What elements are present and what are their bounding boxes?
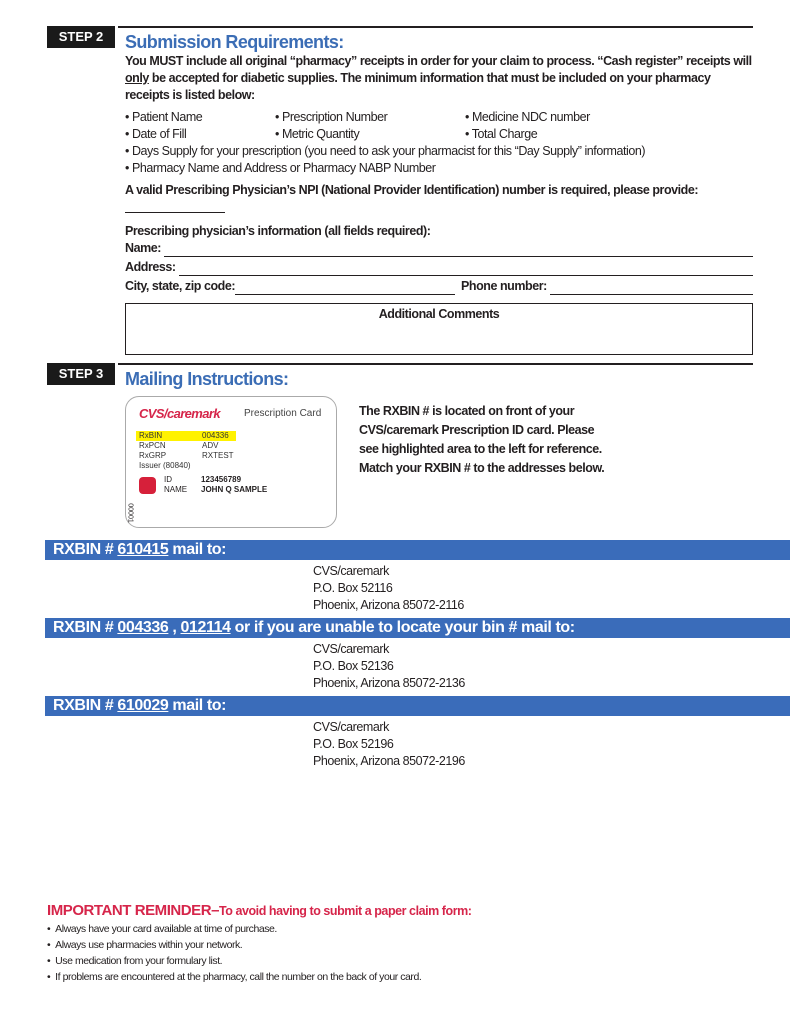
card-field-value: ADV [202,441,219,450]
reminder-list [47,921,800,985]
step2-section [47,26,753,355]
card-field-value: RXTEST [202,451,234,460]
card-chip-icon [139,477,156,494]
address-field[interactable] [179,262,753,276]
id-value: 123456789 [201,475,242,484]
list-item: • Pharmacy Name and Address or Pharmacy NABP Number [125,161,436,175]
rxbin-004336-header: RXBIN # 004336 , 012114 or if you are unable to locate your bin # mail to: [45,618,790,638]
name-label: NAME [164,485,188,494]
prescription-card-image [125,396,337,528]
intro-only: only [125,71,149,85]
rxbin-610029-header [45,696,790,716]
divider [118,363,753,365]
name-row [125,240,753,257]
band-suffix: mail to: [168,697,227,714]
reminder-title: IMPORTANT REMINDER– [47,902,220,919]
address-line: Phoenix, Arizona 85072-2196 [313,754,465,768]
card-id [164,475,291,495]
city-field[interactable] [235,281,455,295]
note-line: The RXBIN # is located on front of your [359,404,575,418]
rxbin-number: 610029 [117,697,169,714]
address-label: Address: [125,260,176,274]
list-item: • Metric Quantity [275,127,360,141]
address-line: CVS/caremark [313,564,389,578]
city-phone-row [125,278,753,295]
band-prefix: RXBIN # [53,541,118,558]
list-item: • Use medication from your formulary list. [47,955,223,967]
list-item: • Always have your card available at time of purchase. [47,923,277,935]
mailing-address [313,563,800,614]
card-field-label: RxGRP [139,451,167,460]
rxbin-610415-header [45,540,790,560]
mailing-address [313,719,800,770]
comments-label: Additional Comments [378,307,500,321]
note-line: Match your RXBIN # to the addresses below. [359,461,605,475]
card-field-label: Issuer (80840) [139,461,191,470]
divider [118,26,753,28]
comments-box[interactable] [125,303,753,355]
city-label: City, state, zip code: [125,279,236,293]
intro-text [125,53,753,104]
reminder-section [47,901,800,985]
reminder-heading [47,901,800,921]
reminder-subtitle: To avoid having to submit a paper claim form: [219,904,472,918]
band-prefix: RXBIN # [53,619,118,636]
card-type: Prescription Card [244,408,322,419]
list-item: • If problems are encountered at the pharmacy, call the number on the back of your card. [47,971,422,983]
step3-section [47,363,753,528]
rxbin-number: 004336 [117,619,169,636]
list-item: • Always use pharmacies within your network. [47,939,243,951]
item-text: Always have your card available at time of purchase. [55,923,277,935]
band-prefix: RXBIN # [53,697,118,714]
physician-heading: Prescribing physician’s information (all fields required): [125,224,431,238]
mailing-section [0,540,800,774]
list-item: • Medicine NDC number [465,110,590,124]
name-field[interactable] [164,243,753,257]
address-line: Phoenix, Arizona 85072-2136 [313,676,465,690]
item-text: Always use pharmacies within your network. [55,939,243,951]
note-line: CVS/caremark Prescription ID card. Please [359,423,595,437]
list-item: • Days Supply for your prescription (you need to ask your pharmacist for this “Day Supply” information) [125,144,646,158]
list-item: • Patient Name [125,110,203,124]
card-field-value: 004336 [202,431,229,440]
step3-title: Mailing Instructions: [125,369,289,389]
address-line: CVS/caremark [313,720,389,734]
requirements-list [125,109,753,177]
id-label: ID [164,475,172,484]
item-text: Use medication from your formulary list. [55,955,223,967]
item-text: If problems are encountered at the pharmacy, call the number on the back of your card. [55,971,422,983]
name-label: Name: [125,241,161,255]
address-line: P.O. Box 52136 [313,659,394,673]
step3-header [47,363,753,390]
list-item: • Date of Fill [125,127,187,141]
npi-label: A valid Prescribing Physician’s NPI (National Provider Identification) number is required, please provide: [125,183,699,197]
step2-badge: STEP 2 [47,26,115,48]
npi-field[interactable] [125,199,225,213]
phone-field[interactable] [550,281,753,295]
address-line: CVS/caremark [313,642,389,656]
intro-line2: accepted for diabetic supplies. The minimum information that must be included on your pharmacy receipts is listed below: [125,71,711,102]
band-suffix: mail to: [168,541,227,558]
address-line: P.O. Box 52116 [313,581,393,595]
step2-header [47,26,753,53]
step3-badge: STEP 3 [47,363,115,385]
address-row [125,259,753,276]
card-serial: 00001 [126,503,134,523]
intro-part: be [148,71,166,85]
rxbin-note [359,402,604,528]
address-line: P.O. Box 52196 [313,737,394,751]
address-line: Phoenix, Arizona 85072-2116 [313,598,464,612]
note-line: see highlighted area to the left for reference. [359,442,602,456]
phone-label: Phone number: [461,279,547,293]
rxbin-number: 610415 [117,541,169,558]
rxbin-number: 012114 [180,619,231,636]
name-value: JOHN Q SAMPLE [201,485,268,494]
step2-title: Submission Requirements: [125,32,344,52]
npi-row [125,182,753,218]
list-item: • Prescription Number [275,110,388,124]
mailing-address [313,641,800,692]
band-suffix: or if you are unable to locate your bin # mail to: [230,619,575,636]
card-fields [139,431,252,471]
card-field-label: RxPCN [139,441,166,450]
cvs-logo: CVS/caremark [139,406,220,421]
list-item: • Total Charge [465,127,538,141]
card-field-label: RxBIN [139,431,163,440]
intro-part: You MUST include all original “pharmacy” receipts in order for your claim to process. “Cash register” receipts will [125,54,752,68]
